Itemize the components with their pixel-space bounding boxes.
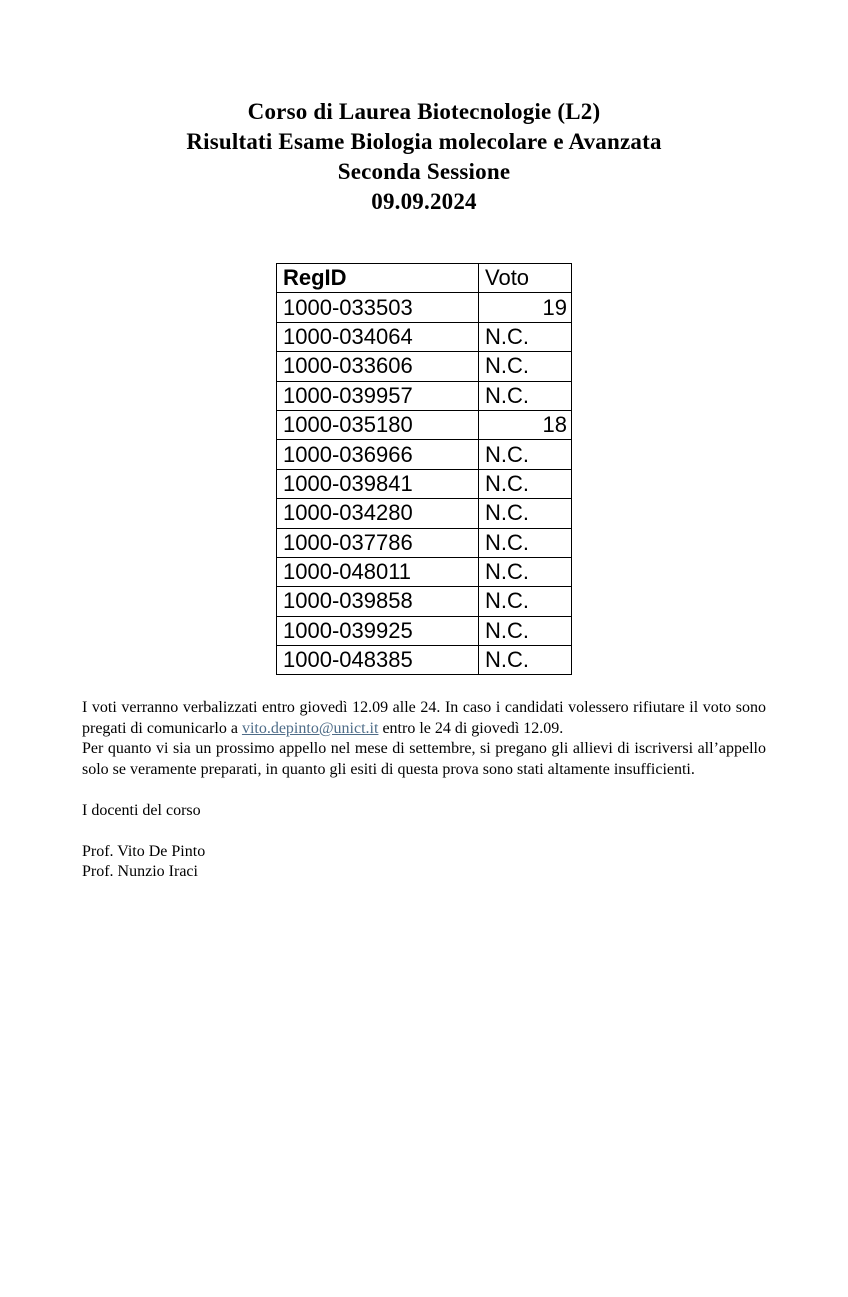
voto-cell: N.C. xyxy=(479,528,572,557)
voto-cell: N.C. xyxy=(479,469,572,498)
reg-id-cell: 1000-039841 xyxy=(277,469,479,498)
reg-id-cell: 1000-048011 xyxy=(277,557,479,586)
voto-cell: N.C. xyxy=(479,322,572,351)
reg-id-cell: 1000-036966 xyxy=(277,440,479,469)
voto-cell: N.C. xyxy=(479,646,572,675)
voto-cell: N.C. xyxy=(479,616,572,645)
voto-cell: N.C. xyxy=(479,499,572,528)
voto-column-header: Voto xyxy=(479,264,572,293)
reg-id-cell: 1000-039925 xyxy=(277,616,479,645)
table-row xyxy=(277,410,572,439)
table-row xyxy=(277,469,572,498)
notice-paragraph xyxy=(82,698,766,739)
body-text-block xyxy=(82,698,766,883)
page-title xyxy=(0,97,848,217)
reg-id-cell: 1000-033503 xyxy=(277,293,479,322)
professor-name: Prof. Nunzio Iraci xyxy=(82,863,198,881)
table-row xyxy=(277,587,572,616)
table-row xyxy=(277,381,572,410)
table-row xyxy=(277,499,572,528)
table-row xyxy=(277,440,572,469)
notice-text-before-link: I voti verranno verbalizzati entro giovedì 12.09 alle 24. In caso i candidati volessero rifiutare il voto sono pregati di comunicarlo a xyxy=(82,699,766,737)
email-link[interactable]: vito.depinto@unict.it xyxy=(241,719,379,737)
title-line-session: Seconda Sessione xyxy=(337,159,511,184)
voto-cell: N.C. xyxy=(479,381,572,410)
reg-id-cell: 1000-039957 xyxy=(277,381,479,410)
title-line-date: 09.09.2024 xyxy=(371,189,477,214)
reg-id-cell: 1000-035180 xyxy=(277,410,479,439)
document-page xyxy=(0,97,848,1297)
voto-cell: 19 xyxy=(479,293,572,322)
table-row xyxy=(277,557,572,586)
voto-cell: N.C. xyxy=(479,352,572,381)
notice-text-after-link: entro le 24 di giovedì 12.09. xyxy=(378,719,564,737)
title-line-exam: Risultati Esame Biologia molecolare e Avanzata xyxy=(186,129,662,154)
table-row xyxy=(277,616,572,645)
table-row xyxy=(277,528,572,557)
signoff-text: I docenti del corso xyxy=(82,801,201,819)
voto-cell: N.C. xyxy=(479,587,572,616)
reg-id-cell: 1000-048385 xyxy=(277,646,479,675)
table-row xyxy=(277,646,572,675)
voto-cell: 18 xyxy=(479,410,572,439)
results-table xyxy=(276,263,572,675)
voto-cell: N.C. xyxy=(479,440,572,469)
regid-column-header: RegID xyxy=(277,264,479,293)
results-table-body xyxy=(277,293,572,675)
table-row xyxy=(277,352,572,381)
reg-id-cell: 1000-033606 xyxy=(277,352,479,381)
voto-cell: N.C. xyxy=(479,557,572,586)
appeal-paragraph: Per quanto vi sia un prossimo appello nel mese di settembre, si pregano gli allievi di iscriversi all’appello solo se veramente preparati, in quanto gli esiti di questa prova sono stati altamente insufficienti. xyxy=(82,740,766,778)
table-header-row xyxy=(277,264,572,293)
title-line-course: Corso di Laurea Biotecnologie (L2) xyxy=(247,99,601,124)
reg-id-cell: 1000-034064 xyxy=(277,322,479,351)
reg-id-cell: 1000-037786 xyxy=(277,528,479,557)
table-row xyxy=(277,322,572,351)
reg-id-cell: 1000-034280 xyxy=(277,499,479,528)
professor-name: Prof. Vito De Pinto xyxy=(82,842,206,860)
professors-block xyxy=(82,842,766,883)
table-row xyxy=(277,293,572,322)
reg-id-cell: 1000-039858 xyxy=(277,587,479,616)
